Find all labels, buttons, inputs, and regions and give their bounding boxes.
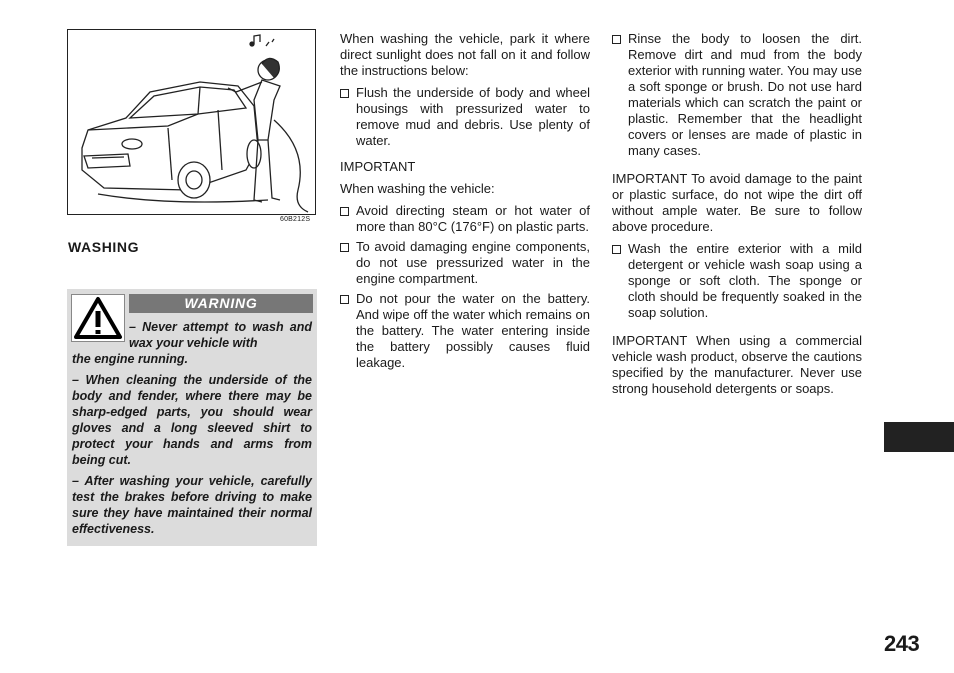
- bullet-steam: [340, 203, 590, 235]
- bullet-rinse-text: Rinse the body to loosen the dirt. Remove dirt and mud from the body exterior with running water. You may use a soft sponge or brush. Do not use hard materials which can scratch the paint or plastic. Remember that the headlight covers or lenses are made of plastic in many cases.: [628, 31, 862, 158]
- warning-box: [67, 289, 317, 546]
- bullet-battery: [340, 291, 590, 371]
- warning-paragraph-1-lead: – Never attempt to wash and wax your vehicle with: [129, 320, 312, 350]
- warning-paragraph-1-rest: the engine running.: [72, 352, 188, 366]
- checkbox-bullet-icon: [612, 35, 621, 44]
- chapter-tab-marker: [884, 422, 954, 452]
- checkbox-bullet-icon: [340, 243, 349, 252]
- bullet-flush: [340, 85, 590, 149]
- important-paragraph-1: IMPORTANT To avoid damage to the paint or plastic surface, do not wipe the dirt off without ample water. Be sure to follow above procedure.: [612, 171, 862, 234]
- when-washing-label: When washing the vehicle:: [340, 181, 495, 196]
- warning-header: WARNING: [129, 294, 313, 313]
- bullet-engine-text: To avoid damaging engine components, do not use pressurized water in the engine compartment.: [356, 239, 590, 286]
- car-washing-illustration: [67, 29, 316, 215]
- car-wash-drawing: [68, 30, 315, 214]
- column-2: [340, 31, 590, 375]
- page-number: 243: [884, 631, 920, 656]
- figure-code: 60B212S: [280, 216, 311, 223]
- bullet-detergent: [612, 241, 862, 321]
- intro-paragraph: When washing the vehicle, park it where direct sunlight does not fall on it and follow the instructions below:: [340, 31, 590, 78]
- bullet-engine: [340, 239, 590, 287]
- bullet-flush-text: Flush the underside of body and wheel housings with pressurized water to remove mud and debris. Use plenty of water.: [356, 85, 590, 148]
- bullet-rinse: [612, 31, 862, 159]
- warning-triangle-icon: [71, 294, 125, 342]
- checkbox-bullet-icon: [612, 245, 621, 254]
- important-label: IMPORTANT: [340, 159, 416, 174]
- checkbox-bullet-icon: [340, 295, 349, 304]
- column-3: [612, 31, 862, 403]
- warning-paragraph-2: – When cleaning the underside of the body and fender, where there may be sharp-edged parts, you should wear gloves and a long sleeved shirt to protect your hands and arms from being cut.: [72, 373, 312, 467]
- checkbox-bullet-icon: [340, 207, 349, 216]
- checkbox-bullet-icon: [340, 89, 349, 98]
- bullet-steam-text: Avoid directing steam or hot water of more than 80°C (176°F) on plastic parts.: [356, 203, 590, 234]
- bullet-detergent-text: Wash the entire exterior with a mild detergent or vehicle wash soap using a sponge or soft cloth. The sponge or cloth should be frequently soaked in the soap solution.: [628, 241, 862, 320]
- section-title: WASHING: [68, 239, 140, 255]
- important-paragraph-2: IMPORTANT When using a commercial vehicle wash product, observe the cautions specified by the manufacturer. Never use strong household detergents or soaps.: [612, 333, 862, 396]
- bullet-battery-text: Do not pour the water on the battery. And wipe off the water which remains on the battery. The water entering inside the battery possibly causes fluid leakage.: [356, 291, 590, 370]
- warning-paragraph-3: – After washing your vehicle, carefully test the brakes before driving to make sure they have maintained their normal effectiveness.: [72, 474, 312, 536]
